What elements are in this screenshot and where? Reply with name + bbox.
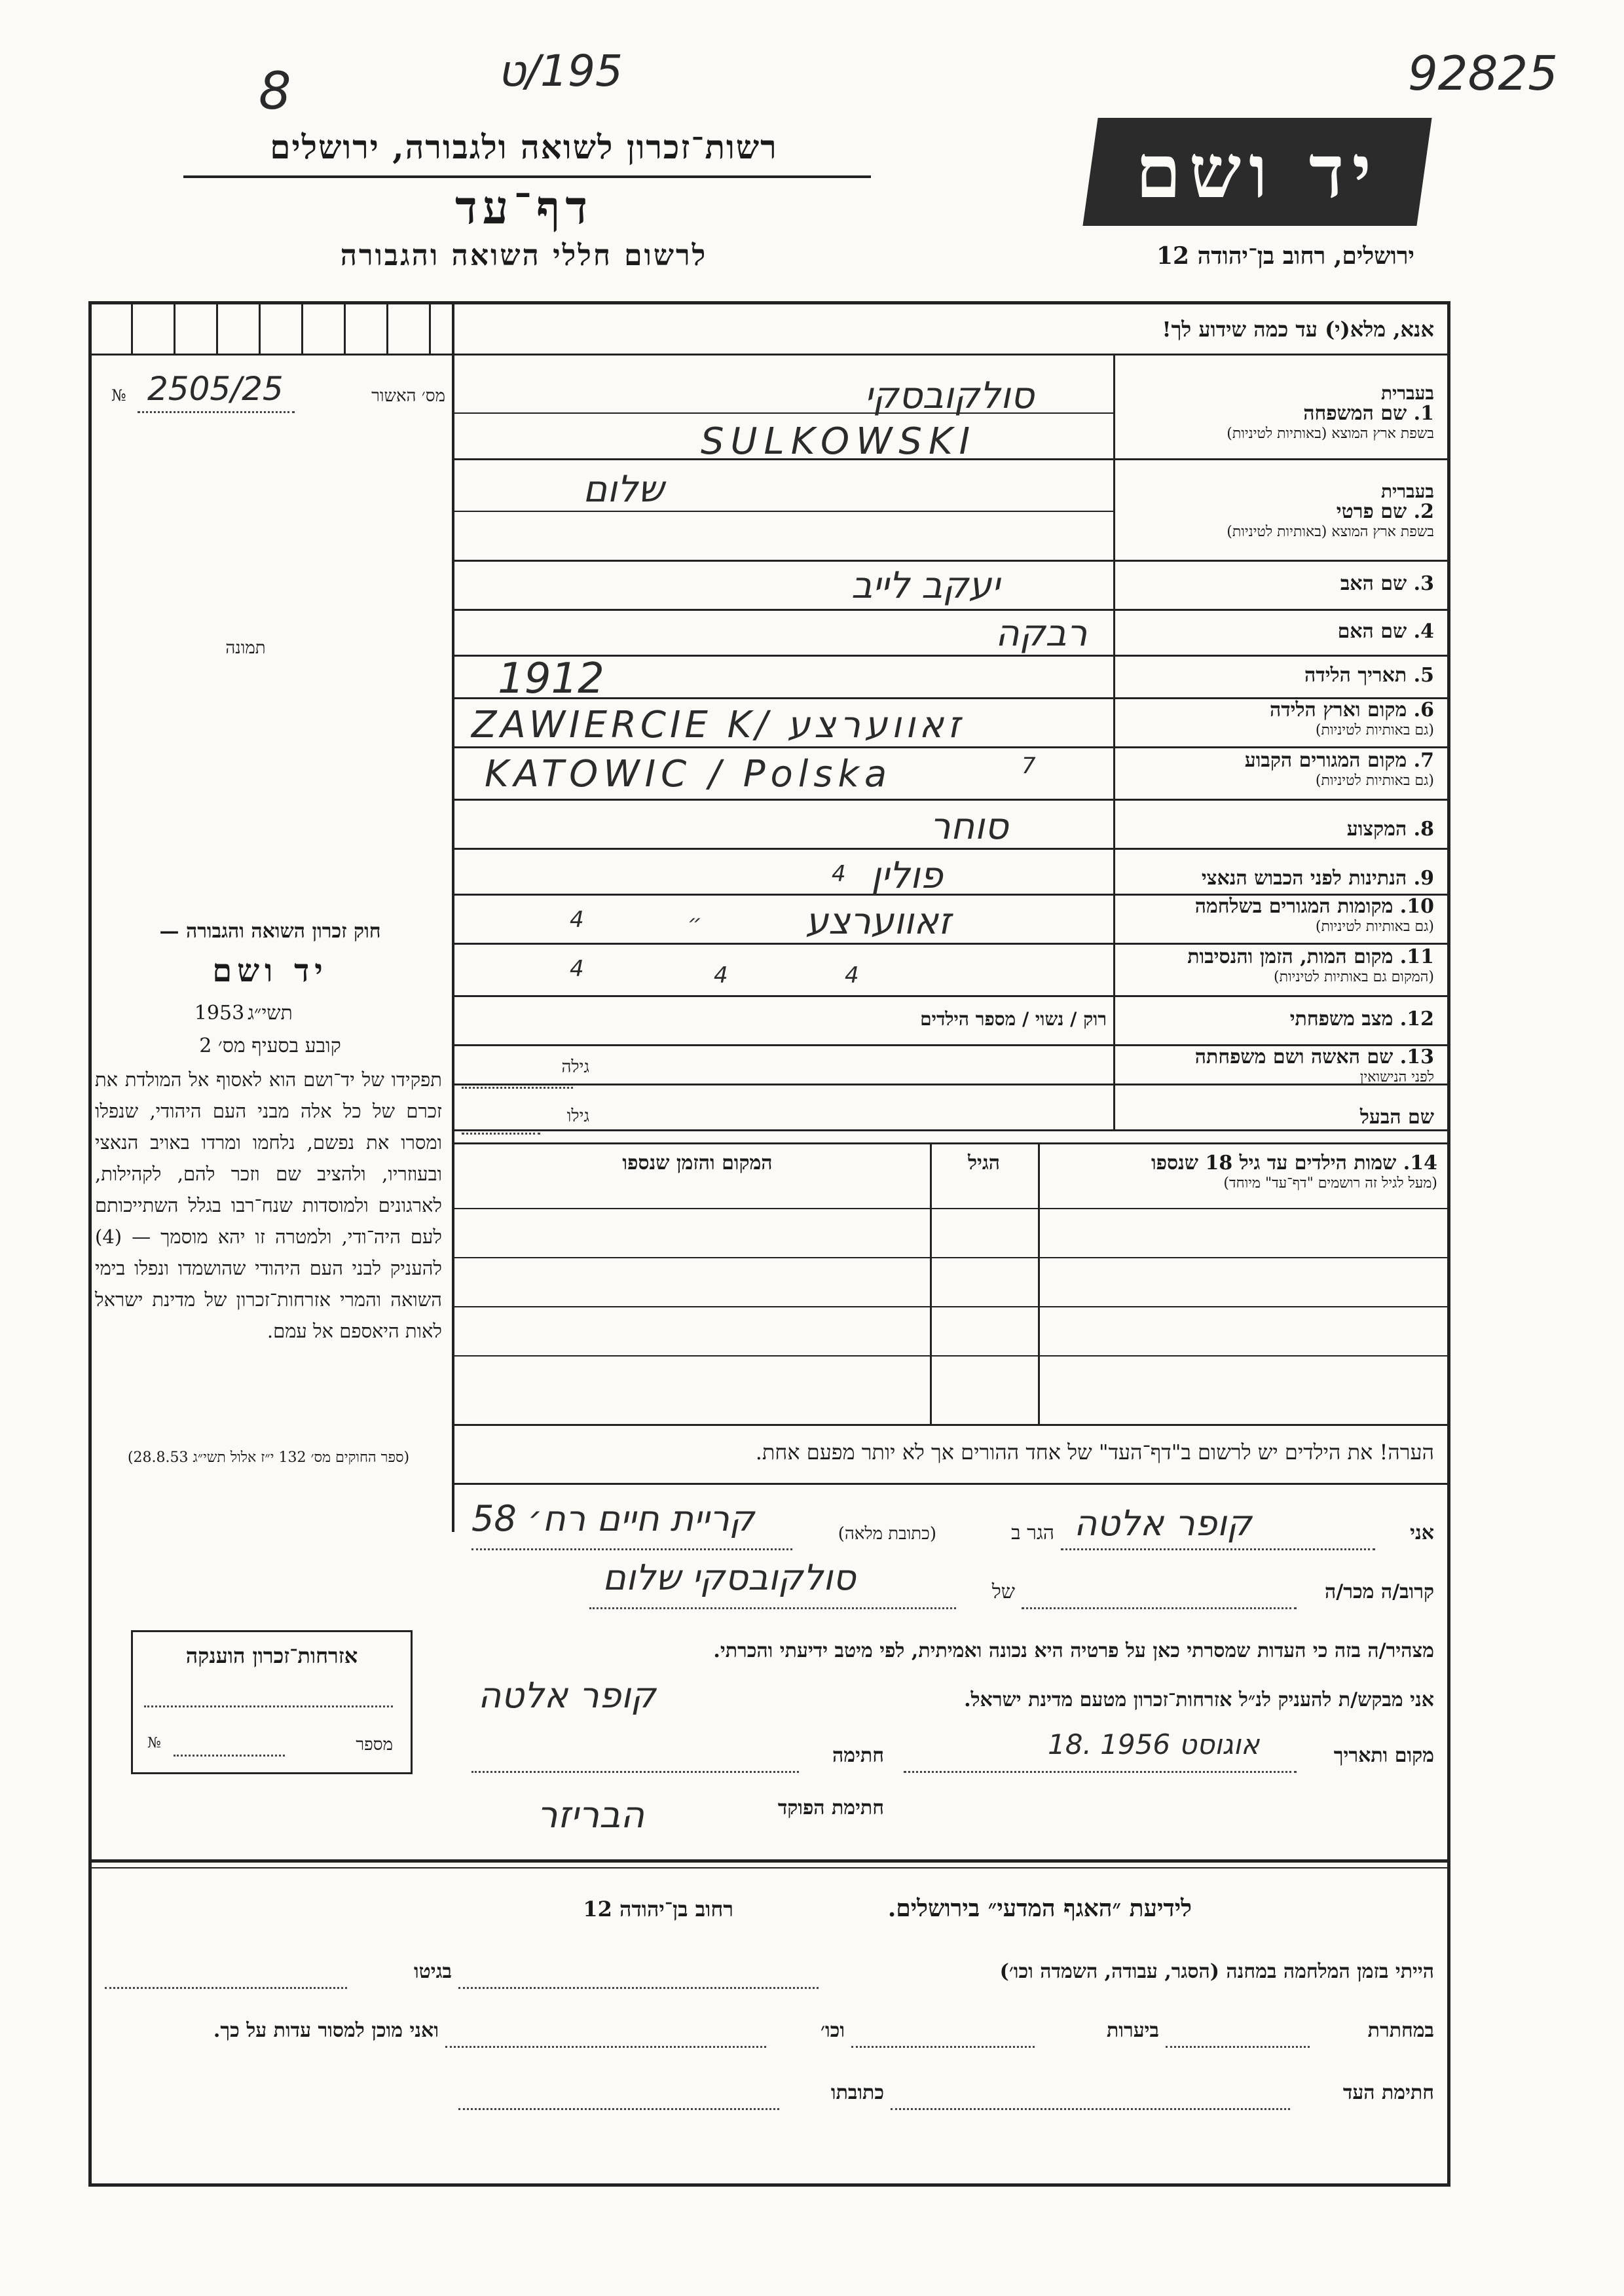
decl-place-date: מקום ותאריך	[1333, 1744, 1434, 1767]
logo-text: יד ושם	[1135, 129, 1380, 215]
in-hebrew-label: בעברית	[1380, 382, 1434, 404]
footer-l1-a: הייתי בזמן המלחמה במחנה (הסגר, עבודה, השמדה וכו׳)	[999, 1960, 1434, 1983]
decl-line	[471, 1548, 792, 1550]
photo-label: תמונה	[225, 638, 266, 658]
column-divider	[452, 301, 454, 1532]
footer-line	[458, 2108, 779, 2110]
footer-line	[458, 1987, 819, 1989]
decl-line	[904, 1771, 1297, 1773]
ditto-mark: 4	[570, 907, 584, 933]
divider	[452, 1424, 1450, 1426]
form-title: דף־עד	[454, 180, 593, 234]
column-place: המקום והזמן שנספו	[622, 1152, 773, 1175]
footer-l3-b: כתובתו	[830, 2081, 884, 2104]
footer-l1-b: בגיטו	[413, 1960, 452, 1983]
field-6-label: 6. מקום וארץ הלידה (גם באותיות לטיניות)	[1269, 699, 1434, 738]
law-org: יד ושם	[212, 953, 328, 989]
certificate-number-prefix: №	[147, 1735, 161, 1751]
field-2-label: 2. שם פרטי בשפת ארץ המוצא (באותיות לטיניות)	[1227, 500, 1434, 540]
form-subtitle: לרשום חללי השואה והגבורה	[340, 239, 708, 272]
divider	[452, 1142, 1450, 1144]
field-8-value: סוחר	[930, 805, 1008, 848]
field-14-label: 14. שמות הילדים עד גיל 18 שנספו (מעל לגיל זה רושמים "דף־עד" מיוחד)	[1151, 1152, 1437, 1192]
field-1-hebrew-value: סולקובסקי	[864, 374, 1035, 417]
ditto-mark: 4	[845, 962, 859, 989]
decl-ani: אני	[1410, 1522, 1434, 1544]
footer-line	[1166, 2046, 1310, 2048]
divider	[452, 848, 1450, 850]
field-11-label: 11. מקום המות, הזמן והנסיבות (המקום גם באותיות לטיניות)	[1187, 945, 1434, 985]
footer-l2-a: במחתרת	[1367, 2019, 1434, 2042]
divider	[452, 1306, 1450, 1307]
divider	[429, 304, 431, 354]
divider	[452, 799, 1450, 801]
divider	[386, 304, 388, 354]
husband-label: שם הבעל	[1359, 1106, 1434, 1129]
field-10-label: 10. מקומות המגורים בשלחמה (גם באותיות לטיניות)	[1194, 895, 1434, 935]
certificate-number-label: מספר	[356, 1735, 393, 1755]
divider	[452, 1257, 1450, 1258]
annotation-top-left: 8	[259, 62, 291, 121]
field-12-options: רוק / נשוי / מספר הילדים	[920, 1008, 1107, 1030]
divider	[452, 1355, 1450, 1357]
field-7-value: KATOWIC / Polska	[485, 753, 893, 795]
divider	[88, 1859, 1450, 1863]
field-5-label: 5. תאריך הלידה	[1304, 664, 1434, 687]
decl-of: של	[991, 1580, 1015, 1603]
footer-line	[105, 1987, 347, 1989]
in-hebrew-label: בעברית	[1380, 481, 1434, 502]
divider	[452, 609, 1450, 611]
divider	[452, 560, 1450, 562]
approval-label: מס׳ האשור	[371, 386, 445, 406]
footer-address: רחוב בן־יהודה 12	[583, 1897, 733, 1922]
decl-address: קריית חיים רח׳ 58	[471, 1498, 755, 1539]
field-7-label: 7. מקום המגורים הקבוע (גם באותיות לטיניות)	[1244, 749, 1434, 789]
divider	[259, 304, 261, 354]
ditto-mark: ״	[688, 910, 702, 936]
divider	[174, 304, 175, 354]
field-1-label: 1. שם המשפחה בשפת ארץ המוצא (באותיות לטיניות)	[1227, 402, 1434, 442]
decl-of-name: סולקובסקי שלום	[602, 1557, 856, 1598]
law-year-hebrew: תשי״ג	[248, 1002, 293, 1025]
decl-request: אני מבקש/ת להעניק לנ״ל אזרחות־זכרון מטעם מדינת ישראל.	[964, 1688, 1434, 1711]
divider	[452, 746, 1450, 748]
divider	[131, 304, 133, 354]
divider	[216, 304, 218, 354]
note: הערה! את הילדים יש לרשום ב"דף־העד" של אחד ההורים אך לא יותר מפעם אחת.	[755, 1440, 1434, 1465]
instruction: אנא, מלא(י) עד כמה שידוע לך!	[1162, 317, 1434, 342]
divider	[452, 1208, 1450, 1209]
annotation-top-right: 92825	[1408, 46, 1559, 101]
table-divider	[930, 1142, 932, 1424]
field-8-label: 8. המקצוע	[1346, 818, 1434, 841]
decl-resides: הגר ב	[1011, 1522, 1054, 1544]
field-3-value: יעקב לייב	[851, 564, 1000, 607]
divider	[452, 943, 1450, 945]
divider	[183, 175, 871, 178]
decl-signature-hw: קופר אלטה	[478, 1675, 656, 1716]
law-year: 1953	[194, 1002, 245, 1025]
law-citation: (ספר החוקים מס׳ 132 י״ז אלול תשי״ג 28.8.53)	[127, 1449, 410, 1466]
footer-l2-b: ביערות	[1106, 2019, 1159, 2042]
approval-prefix: №	[111, 386, 126, 405]
field-3-label: 3. שם האב	[1340, 572, 1434, 595]
field-2-hebrew-value: שלום	[583, 468, 664, 511]
annotation-top-mid: 195/ט	[498, 46, 623, 96]
authority-title: רשות־זכרון לשואה ולגבורה, ירושלים	[270, 128, 778, 166]
ditto-mark: 4	[714, 962, 728, 989]
decl-line	[1061, 1548, 1375, 1550]
field-10-value: זאווערצע	[805, 900, 951, 943]
decl-line	[1022, 1607, 1297, 1609]
footer-line	[891, 2108, 1290, 2110]
certificate-line	[174, 1755, 285, 1757]
divider	[88, 1867, 1450, 1868]
decl-name: קופר אלטה	[1074, 1503, 1252, 1544]
footer-l2-d: ואני מוכן למסור עדות על כך.	[213, 2019, 439, 2042]
footer-line	[445, 2046, 766, 2048]
certificate-line	[144, 1705, 393, 1707]
husband-age-label: גילו	[566, 1106, 589, 1126]
decl-officer-signature: הבריזר	[537, 1794, 645, 1836]
field-4-value: רבקה	[995, 612, 1088, 655]
decl-line	[589, 1607, 956, 1609]
approval-line	[138, 411, 295, 413]
field-5-value: 1912	[498, 655, 604, 703]
header-address: ירושלים, רחוב בן־יהודה 12	[1156, 242, 1414, 270]
field-13-label: 13. שם האשה ושם משפחתה לפני הנישואין	[1194, 1046, 1434, 1085]
divider	[452, 995, 1450, 997]
footer-l3-a: חתימת העד	[1342, 2081, 1434, 2104]
decl-signature-label: חתימה	[832, 1744, 884, 1767]
decl-statement: מצהיר/ה בזה כי העדות שמסרתי כאן על פרטיה היא נכונה ואמיתית, לפי מיטב ידיעתי והכרתי.	[713, 1639, 1434, 1662]
decl-relative: קרוב/ה מכר/ה	[1325, 1580, 1434, 1603]
divider	[452, 511, 1113, 512]
footer-l2-c: וכו׳	[821, 2019, 845, 2042]
footer-line	[851, 2046, 1035, 2048]
column-age: הגיל	[967, 1152, 1001, 1175]
field-4-label: 4. שם האם	[1337, 620, 1434, 643]
field-1-latin-value: SULKOWSKI	[701, 420, 977, 463]
decl-officer-label: חתימת הפוקד	[777, 1796, 884, 1819]
law-text: תפקידו של יד־ושם הוא לאסוף אל המולדת את זכרם של כל אלה מבני העם היהודי, שנפלו ומסרו את נפשם, נלחמו ומרדו באויב הנאצי ובעוזריו, ולהציב שם וזכר להם, לקהילות, לארגונים ולמוסדות שנח־רבו בגלל השתייכותם לעם היה־ודי, ולמטרה זו יהא מוסמך — (4) להעניק לבני העם היהודי שהושמדו ונפלו בימי השואה והמרי אזרחות־זכרון של מדינת ישראל לאות היאספם אל עמם.	[95, 1068, 442, 1342]
table-divider	[1038, 1142, 1040, 1424]
footer-title: לידיעת ״האגף המדעי״ בירושלים.	[887, 1895, 1192, 1922]
decl-address-hint: (כתובת מלאה)	[838, 1524, 936, 1544]
decl-line	[471, 1771, 799, 1773]
law-section: קובע בסעיף מס׳ 2	[199, 1034, 341, 1057]
certificate-title: אזרחות־זכרון הוענקה	[185, 1643, 358, 1668]
divider	[452, 1129, 1450, 1131]
divider	[301, 304, 303, 354]
decl-date-value: 18. אוגוסט 1956	[1048, 1728, 1260, 1760]
ditto-mark: 4	[832, 861, 846, 887]
divider	[88, 354, 1450, 355]
divider	[452, 1483, 1450, 1485]
age-line	[462, 1087, 573, 1089]
field-6-value: ZAWIERCIE K/ זאווערצע	[471, 704, 965, 746]
ditto-mark: 4	[570, 956, 584, 982]
age-line	[462, 1133, 540, 1135]
field-13-age-label: גילה	[561, 1057, 589, 1077]
field-9-label: 9. הנתינות לפני הכבוש הנאצי	[1201, 867, 1434, 890]
ditto-mark: 7	[1022, 753, 1036, 779]
field-12-label: 12. מצב משפחתי	[1289, 1008, 1434, 1030]
divider	[344, 304, 346, 354]
law-title: חוק זכרון השואה והגבורה —	[159, 920, 381, 943]
approval-value: 2505/25	[147, 370, 284, 408]
labels-divider	[1113, 354, 1115, 1129]
field-9-value: פולין	[871, 854, 943, 897]
